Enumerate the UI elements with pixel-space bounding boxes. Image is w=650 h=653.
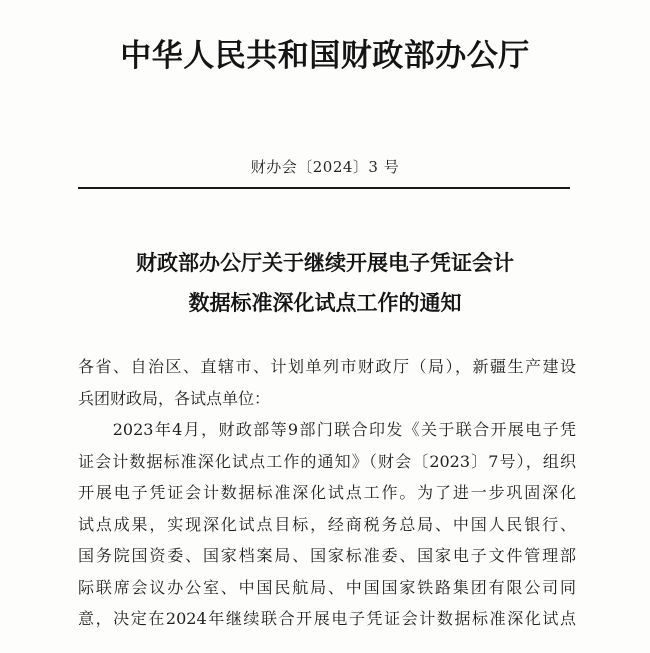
body-line-6: 试点成果，实现深化试点目标，经商税务总局、中国人民银行、 bbox=[78, 514, 576, 534]
notice-title bbox=[0, 243, 650, 323]
body-line-7: 国务院国资委、国家档案局、国家标准委、国家电子文件管理部 bbox=[78, 546, 576, 565]
body-line-2: 兵团财政局，各试点单位： bbox=[78, 388, 271, 408]
document-number: 财办会〔2024〕3 号 bbox=[250, 158, 400, 176]
body-line-5: 开展电子凭证会计数据标准深化试点工作。为了进一步巩固深化 bbox=[78, 483, 576, 502]
body-line-8: 际联席会议办公室、中国民航局、中国国家铁路集团有限公司同 bbox=[78, 577, 576, 597]
notice-title-line-1: 财政部办公厅关于继续开展电子凭证会计 bbox=[136, 250, 514, 275]
body-line-1: 各省、自治区、直辖市、计划单列市财政厅（局），新疆生产建设 bbox=[78, 357, 576, 376]
header-divider bbox=[78, 187, 570, 189]
body-line-3: 2023年4月，财政部等9部门联合印发《关于联合开展电子凭 bbox=[78, 420, 576, 439]
body-line-4: 证会计数据标准深化试点工作的通知》（财会〔2023〕7号），组织 bbox=[78, 451, 576, 471]
issuer-heading: 中华人民共和国财政部办公厅 bbox=[120, 38, 530, 74]
notice-body bbox=[78, 351, 576, 635]
notice-title-line-2: 数据标准深化试点工作的通知 bbox=[188, 290, 462, 315]
body-line-9: 意，决定在2024年继续联合开展电子凭证会计数据标准深化试点 bbox=[78, 609, 576, 628]
